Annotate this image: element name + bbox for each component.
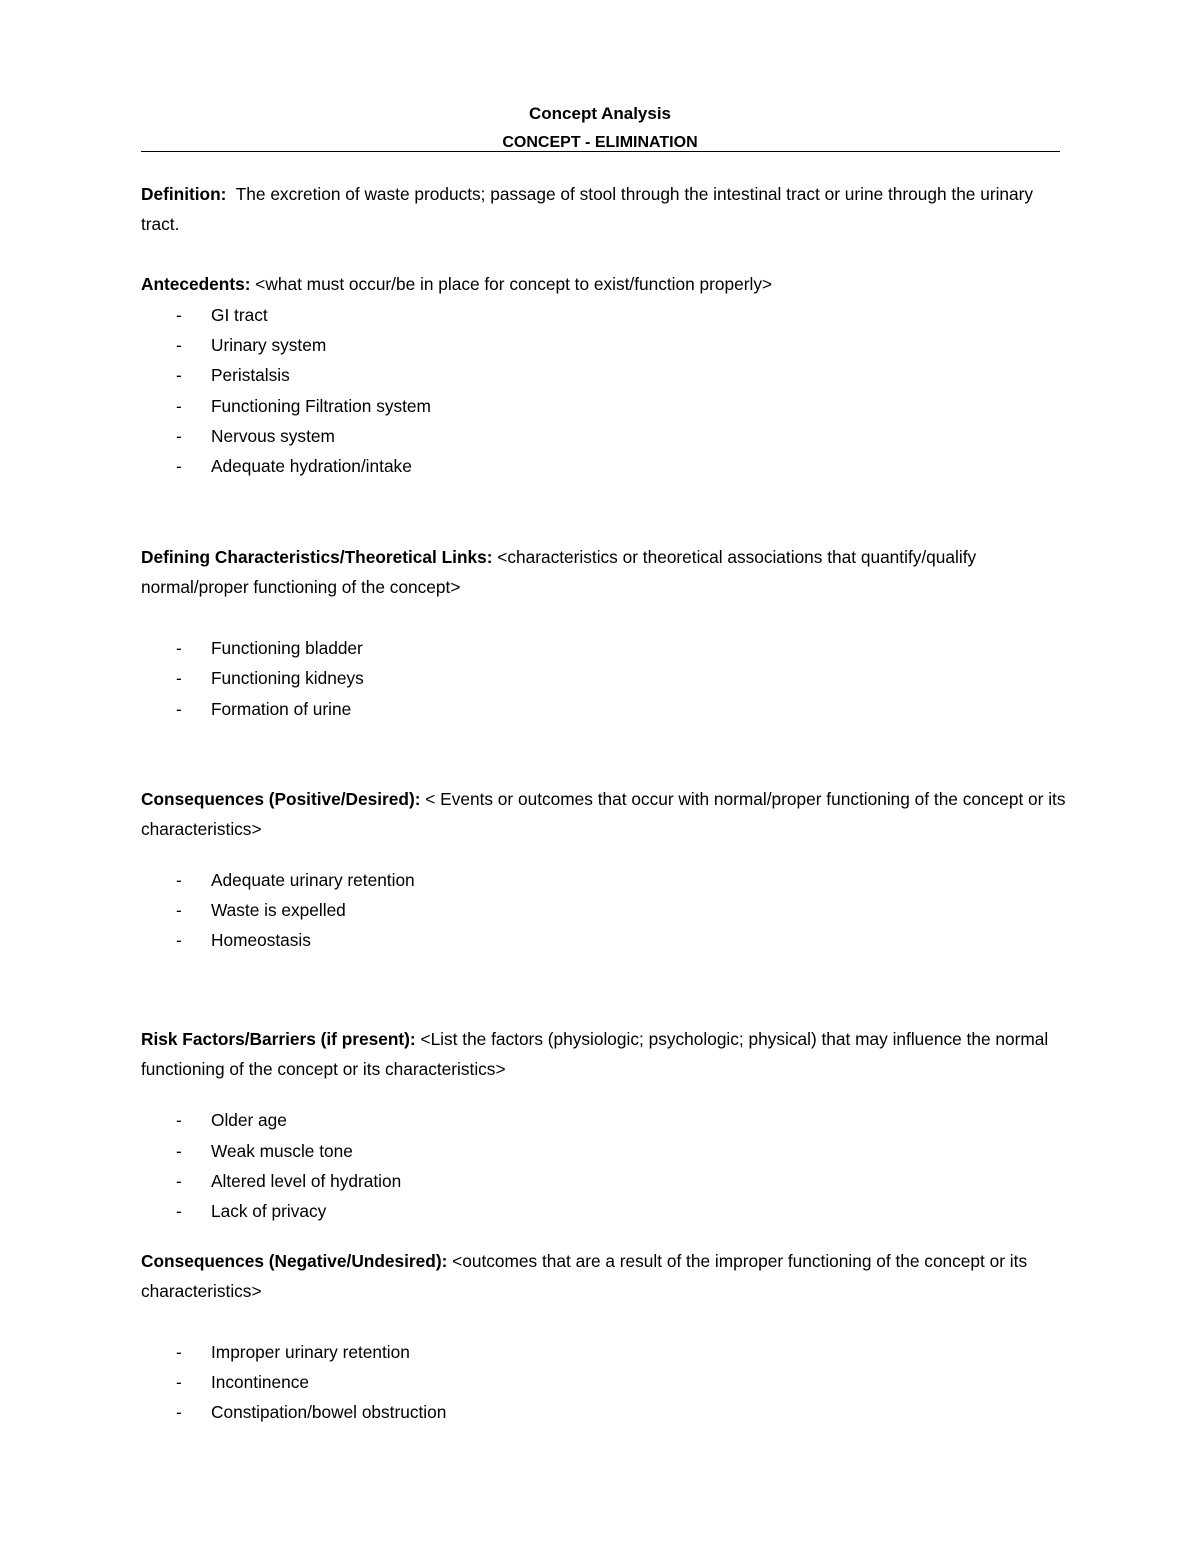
list-item-text: Incontinence xyxy=(211,1372,310,1392)
bullet-dash: - xyxy=(176,699,182,719)
bullet-dash: - xyxy=(176,1141,182,1161)
list-item-text: Functioning kidneys xyxy=(211,668,364,688)
negative-consequences-prompt: <outcomes that are a result of the improper functioning of the concept or its characteristics> xyxy=(141,1251,1028,1302)
negative-consequences-label: Consequences (Negative/Undesired): xyxy=(141,1251,448,1271)
bullet-dash: - xyxy=(176,396,182,416)
positive-consequences-prompt: < Events or outcomes that occur with normal/proper functioning of the concept or its characteristics> xyxy=(141,789,1066,840)
list-item-text: Adequate hydration/intake xyxy=(211,456,412,476)
bullet-dash: - xyxy=(176,456,182,476)
defining-characteristics-prompt: <characteristics or theoretical associations that quantify/qualify normal/proper functioning of the concept> xyxy=(141,547,977,598)
risk-factors-heading xyxy=(141,1024,1071,1085)
list-item-text: Functioning bladder xyxy=(211,638,363,658)
list-item-text: Improper urinary retention xyxy=(211,1342,410,1362)
bullet-dash: - xyxy=(176,335,182,355)
bullet-dash: - xyxy=(176,668,182,688)
title-divider xyxy=(141,151,1060,152)
risk-factors-label: Risk Factors/Barriers (if present): xyxy=(141,1029,416,1049)
bullet-dash: - xyxy=(176,1342,182,1362)
positive-consequences-label: Consequences (Positive/Desired): xyxy=(141,789,421,809)
negative-consequences-heading xyxy=(141,1246,1071,1307)
list-item-text: Altered level of hydration xyxy=(211,1171,402,1191)
bullet-dash: - xyxy=(176,1201,182,1221)
list-item-text: Weak muscle tone xyxy=(211,1141,353,1161)
list-item-text: Functioning Filtration system xyxy=(211,396,431,416)
list-item-text: Peristalsis xyxy=(211,365,290,385)
list-item-text: Waste is expelled xyxy=(211,900,346,920)
bullet-dash: - xyxy=(176,1110,182,1130)
list-item-text: Formation of urine xyxy=(211,699,352,719)
antecedents-heading xyxy=(141,269,1071,299)
antecedents-label: Antecedents: xyxy=(141,274,251,294)
bullet-dash: - xyxy=(176,900,182,920)
bullet-dash: - xyxy=(176,305,182,325)
list-item-text: Urinary system xyxy=(211,335,327,355)
bullet-dash: - xyxy=(176,930,182,950)
bullet-dash: - xyxy=(176,1372,182,1392)
bullet-dash: - xyxy=(176,1171,182,1191)
bullet-dash: - xyxy=(176,1402,182,1422)
bullet-dash: - xyxy=(176,870,182,890)
list-item-text: GI tract xyxy=(211,305,268,325)
definition-label: Definition: xyxy=(141,184,227,204)
bullet-dash: - xyxy=(176,638,182,658)
positive-consequences-heading xyxy=(141,784,1071,845)
bullet-dash: - xyxy=(176,426,182,446)
risk-factors-prompt: <List the factors (physiologic; psychologic; physical) that may influence the normal functioning of the concept or its characteristics> xyxy=(141,1029,1049,1080)
bullet-dash: - xyxy=(176,365,182,385)
definition-paragraph xyxy=(141,179,1071,240)
list-item-text: Constipation/bowel obstruction xyxy=(211,1402,447,1422)
antecedents-prompt: <what must occur/be in place for concept to exist/function properly> xyxy=(255,274,773,294)
list-item-text: Nervous system xyxy=(211,426,335,446)
document-title: Concept Analysis xyxy=(528,104,672,123)
document-subtitle: CONCEPT - ELIMINATION xyxy=(502,134,698,151)
list-item-text: Lack of privacy xyxy=(211,1201,327,1221)
definition-text: The excretion of waste products; passage of stool through the intestinal tract or urine through the urinary tract. xyxy=(141,184,1034,235)
list-item-text: Adequate urinary retention xyxy=(211,870,415,890)
defining-characteristics-label: Defining Characteristics/Theoretical Links: xyxy=(141,547,493,567)
list-item-text: Homeostasis xyxy=(211,930,311,950)
list-item-text: Older age xyxy=(211,1110,287,1130)
defining-characteristics-heading xyxy=(141,542,1071,603)
